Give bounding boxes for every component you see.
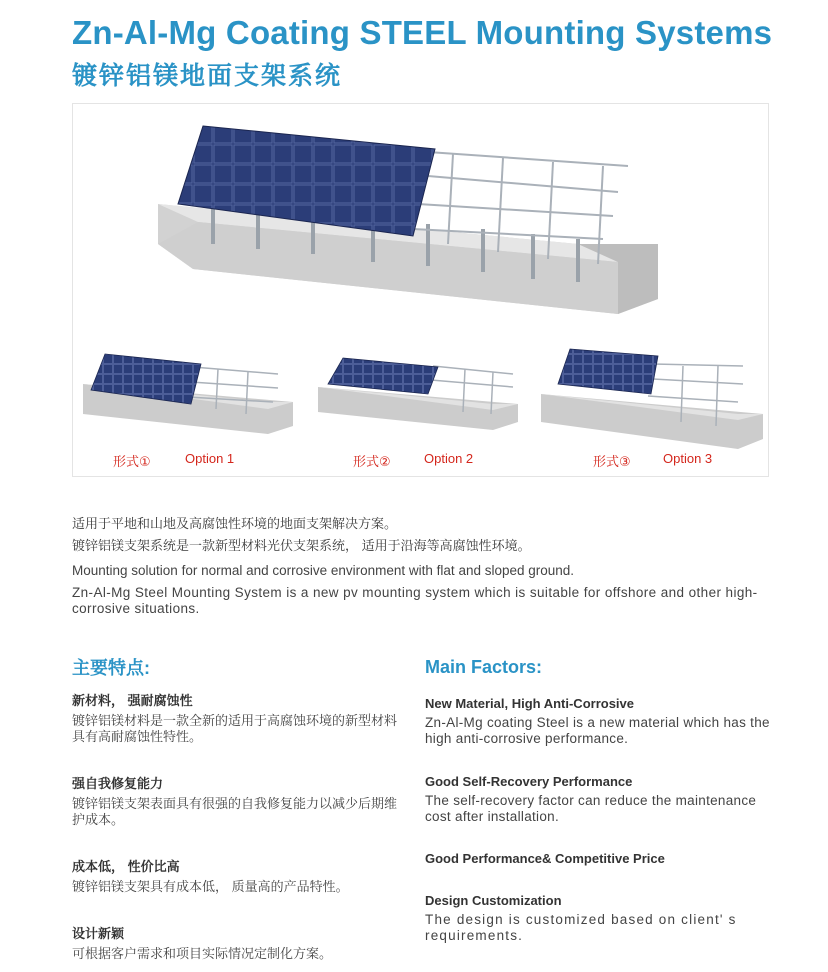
feature-en-2 [425, 774, 780, 825]
option-2-caption-cn: 形式② [353, 454, 391, 469]
feature-en-4-title: Design Customization [425, 893, 562, 908]
feature-cn-3-desc: 镀锌铝镁支架具有成本低， 质量高的产品特性。 [72, 879, 349, 894]
option-1-caption-cn: 形式① [113, 454, 151, 469]
feature-cn-3 [72, 856, 402, 895]
feature-en-3-title: Good Performance& Competitive Price [425, 851, 665, 866]
feature-en-4-desc: The design is customized based on client' s requirements. [425, 912, 737, 943]
intro-en-line-1: Mounting solution for normal and corrosive environment with flat and sloped ground. [72, 563, 575, 578]
feature-en-2-desc: The self-recovery factor can reduce the maintenance cost after installation. [425, 793, 757, 824]
feature-cn-4-desc: 可根据客户需求和项目实际情况定制化方案。 [72, 946, 333, 961]
feature-cn-2 [72, 773, 402, 828]
feature-cn-1-desc: 镀锌铝镁材料是一款全新的适用于高腐蚀环境的新型材料具有高耐腐蚀性特性。 [72, 713, 398, 744]
feature-cn-1-title: 新材料， 强耐腐蚀性 [72, 693, 193, 708]
option-2-illustration [318, 358, 518, 430]
intro-cn-line-1: 适用于平地和山地及高腐蚀性环境的地面支架解决方案。 [72, 516, 398, 531]
feature-cn-2-desc: 镀锌铝镁支架表面具有很强的自我修复能力以减少后期维护成本。 [72, 796, 398, 827]
feature-cn-1 [72, 690, 402, 745]
feature-cn-3-title: 成本低， 性价比高 [72, 859, 180, 874]
option-1-caption-en: Option 1 [185, 451, 235, 466]
option-3-caption-cn: 形式③ [593, 454, 631, 469]
feature-en-1-desc: Zn-Al-Mg coating Steel is a new material which has the high anti-corrosive performance. [425, 715, 770, 746]
option-3-caption-en: Option 3 [663, 451, 713, 466]
intro-cn-line-2: 镀锌铝镁支架系统是一款新型材料光伏支架系统， 适用于沿海等高腐蚀性环境。 [72, 538, 531, 553]
feature-cn-4 [72, 923, 402, 962]
page-title: Zn-Al-Mg Coating STEEL Mounting Systems [72, 14, 773, 51]
feature-en-4 [425, 893, 780, 944]
feature-en-1 [425, 696, 780, 747]
product-figure [72, 103, 769, 477]
feature-en-3 [425, 851, 780, 870]
feature-en-2-title: Good Self-Recovery Performance [425, 774, 633, 789]
page-subtitle-cn: 镀锌铝镁地面支架系统 [72, 62, 343, 90]
option-1-illustration [83, 354, 293, 434]
features-heading-cn: 主要特点: [72, 658, 150, 678]
main-array-illustration [158, 126, 658, 314]
option-2-caption-en: Option 2 [424, 451, 474, 466]
feature-cn-2-title: 强自我修复能力 [72, 776, 164, 791]
features-heading-en: Main Factors: [425, 657, 543, 677]
intro-en-line-2: Zn-Al-Mg Steel Mounting System is a new pv mounting system which is suitable for offshore and other high-corrosive situations. [72, 585, 758, 616]
feature-en-1-title: New Material, High Anti-Corrosive [425, 696, 634, 711]
option-3-illustration [541, 349, 763, 449]
feature-cn-4-title: 设计新颖 [72, 926, 125, 941]
mounting-illustration [73, 104, 770, 478]
